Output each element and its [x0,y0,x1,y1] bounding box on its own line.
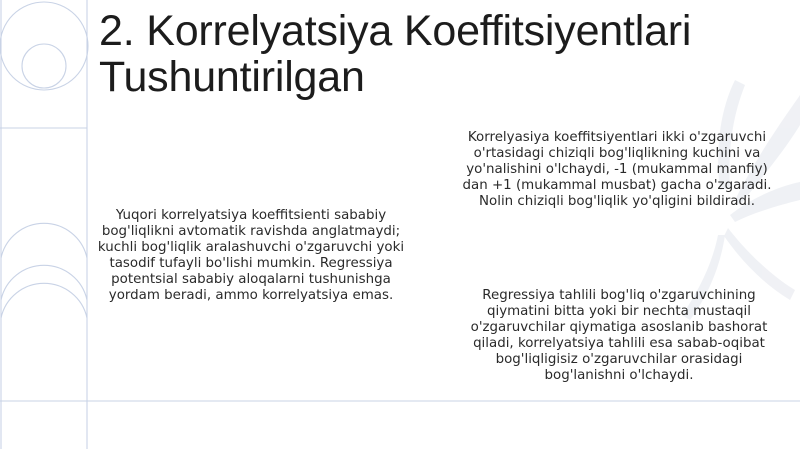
paragraph-causation: Yuqori korrelyatsiya koeffitsienti sababiy bog'liqlikni avtomatik ravishda anglatmaydi; kuchli bog'liqlik aralashuvchi o'zgaruvchi yoki tasodif tufayli bo'lishi mumkin. Regressiya potentsial sababiy aloqalarni tushunishga yordam beradi, ammo korrelyatsiya emas. [97,208,405,303]
decor-arc-lower [1,283,87,318]
decor-circle-large [0,2,88,90]
paragraph-regression: Regressiya tahlili bog'liq o'zgaruvchining qiymatini bitta yoki bir nechta mustaqil o'zgaruvchilar qiymatiga asoslanib bashorat qiladi, korrelyatsiya tahlili esa sabab-oqibat bog'liqligisiz o'zgaruvchilar orasidagi bog'lanishni o'lchaydi. [470,288,768,383]
decor-circle-small [22,44,66,88]
paragraph-definition: Korrelyasiya koeffitsiyentlari ikki o'zgaruvchi o'rtasidagi chiziqli bog'liqlikning kuchini va yo'nalishini o'lchaydi, -1 (mukammal manfiy) dan +1 (mukammal musbat) gacha o'zgaradi. Nolin chiziqli bog'liqlik yo'qligini bildiradi. [462,130,772,209]
slide-title: 2. Korrelyatsiya Koeffitsiyentlari Tushuntirilgan [99,7,692,101]
decor-arc-upper [1,223,87,258]
